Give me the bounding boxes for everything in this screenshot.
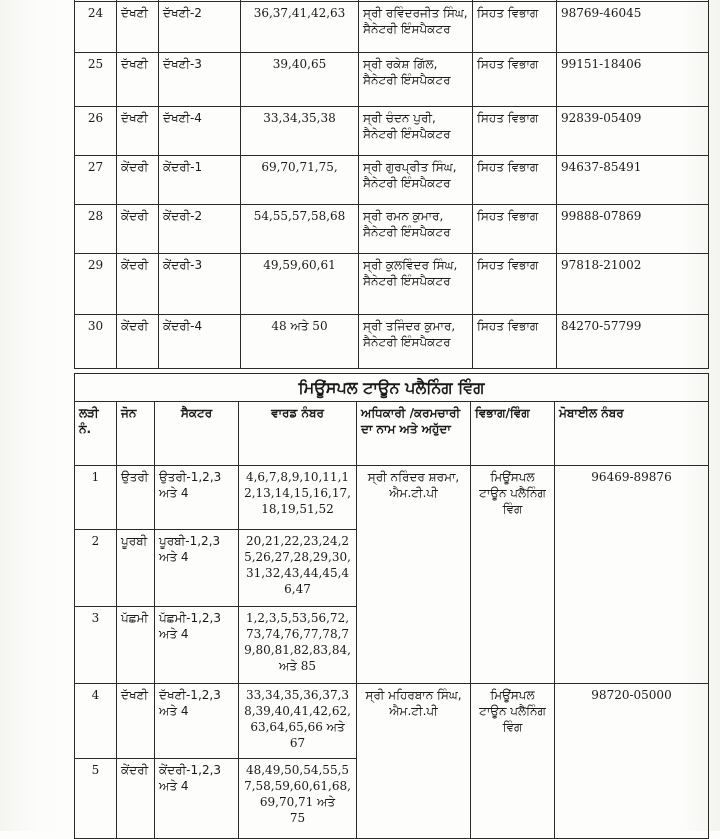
sector-cell: ਦੱਖਣੀ-3 xyxy=(159,53,241,107)
table-row xyxy=(75,205,709,254)
zone-cell: ਦੱਖਣੀ xyxy=(117,53,159,107)
officer-cell: ਸ੍ਰੀ ਤਜਿੰਦਰ ਕੁਮਾਰ, ਸੈਨੇਟਰੀ ਇੰਸਪੈਕਟਰ xyxy=(359,315,473,369)
mobile-cell: 99151-18406 xyxy=(557,53,709,107)
section-title-row xyxy=(75,374,709,402)
department-cell: ਸਿਹਤ ਵਿਭਾਗ xyxy=(473,205,557,254)
officer-cell: ਸ੍ਰੀ ਰਮਨ ਕੁਮਾਰ, ਸੈਨੇਟਰੀ ਇੰਸਪੈਕਟਰ xyxy=(359,205,473,254)
sector-cell: ਕੇਂਦਰੀ-4 xyxy=(159,315,241,369)
col-header-mobile: ਮੋਬਾਈਲ ਨੰਬਰ xyxy=(555,402,709,466)
department-cell: ਸਿਹਤ ਵਿਭਾਗ xyxy=(473,107,557,156)
serial-cell: 5 xyxy=(75,759,117,839)
table-row xyxy=(75,53,709,107)
department-cell: ਸਿਹਤ ਵਿਭਾਗ xyxy=(473,156,557,205)
zone-cell: ਕੇਂਦਰੀ xyxy=(117,205,159,254)
col-header-sector: ਸੈਕਟਰ xyxy=(155,402,239,466)
department-cell: ਮਿਊਂਸਪਲ ਟਾਊਨ ਪਲੈਨਿੰਗ ਵਿੰਗ xyxy=(471,684,555,839)
zone-cell: ਉਤਰੀ xyxy=(117,466,155,530)
serial-cell: 4 xyxy=(75,684,117,759)
sector-cell: ਕੇਂਦਰੀ-3 xyxy=(159,254,241,315)
zone-cell: ਦੱਖਣੀ xyxy=(117,684,155,759)
serial-cell: 27 xyxy=(75,156,117,205)
sector-cell: ਦੱਖਣੀ-4 xyxy=(159,107,241,156)
mobile-cell: 98769-46045 xyxy=(557,2,709,53)
department-cell: ਸਿਹਤ ਵਿਭਾਗ xyxy=(473,53,557,107)
ward-cell: 20,21,22,23,24,2 5,26,27,28,29,30, 31,32,43,44,45,4 6,47 xyxy=(239,530,357,607)
serial-cell: 3 xyxy=(75,607,117,684)
department-cell: ਸਿਹਤ ਵਿਭਾਗ xyxy=(473,315,557,369)
health-staff-table xyxy=(74,0,709,369)
zone-cell: ਦੱਖਣੀ xyxy=(117,107,159,156)
table-row xyxy=(75,156,709,205)
serial-cell: 24 xyxy=(75,2,117,53)
ward-cell: 48 ਅਤੇ 50 xyxy=(241,315,359,369)
town-planning-table xyxy=(74,373,709,839)
officer-cell: ਸ੍ਰੀ ਰਕੇਸ਼ ਗਿੱਲ, ਸੈਨੇਟਰੀ ਇੰਸਪੈਕਟਰ xyxy=(359,53,473,107)
serial-cell: 30 xyxy=(75,315,117,369)
header-row xyxy=(75,402,709,466)
ward-cell: 39,40,65 xyxy=(241,53,359,107)
col-header-serial: ਲੜੀ ਨੰ. xyxy=(75,402,117,466)
ward-cell: 54,55,57,58,68 xyxy=(241,205,359,254)
section-title: ਮਿਊਂਸਪਲ ਟਾਊਨ ਪਲੈਨਿੰਗ ਵਿੰਗ xyxy=(75,374,709,402)
table-row xyxy=(75,466,709,530)
officer-cell: ਸ੍ਰੀ ਗੁਰਪ੍ਰੀਤ ਸਿੰਘ, ਸੈਨੇਟਰੀ ਇੰਸਪੈਕਟਰ xyxy=(359,156,473,205)
serial-cell: 25 xyxy=(75,53,117,107)
serial-cell: 26 xyxy=(75,107,117,156)
sector-cell: ਦੱਖਣੀ-2 xyxy=(159,2,241,53)
mobile-cell: 92839-05409 xyxy=(557,107,709,156)
zone-cell: ਪੂਰਬੀ xyxy=(117,530,155,607)
officer-cell: ਸ੍ਰੀ ਚੰਦਨ ਪੁਰੀ, ਸੈਨੇਟਰੀ ਇੰਸਪੈਕਟਰ xyxy=(359,107,473,156)
mobile-cell: 99888-07869 xyxy=(557,205,709,254)
officer-cell: ਸ੍ਰੀ ਕੁਲਵਿੰਦਰ ਸਿੰਘ, ਸੈਨੇਟਰੀ ਇੰਸਪੈਕਟਰ xyxy=(359,254,473,315)
mobile-cell: 94637-85491 xyxy=(557,156,709,205)
sector-cell: ਕੇਂਦਰੀ-1 xyxy=(159,156,241,205)
serial-cell: 2 xyxy=(75,530,117,607)
col-header-zone: ਜੋਨ xyxy=(117,402,155,466)
department-cell: ਸਿਹਤ ਵਿਭਾਗ xyxy=(473,254,557,315)
sector-cell: ਕੇਂਦਰੀ-2 xyxy=(159,205,241,254)
col-header-dept: ਵਿਭਾਗ/ਵਿੰਗ xyxy=(471,402,555,466)
serial-cell: 28 xyxy=(75,205,117,254)
zone-cell: ਕੇਂਦਰੀ xyxy=(117,254,159,315)
zone-cell: ਕੇਂਦਰੀ xyxy=(117,759,155,839)
zone-cell: ਕੇਂਦਰੀ xyxy=(117,156,159,205)
sector-cell: ਪੂਰਬੀ-1,2,3 ਅਤੇ 4 xyxy=(155,530,239,607)
table-row xyxy=(75,107,709,156)
officer-cell: ਸ੍ਰੀ ਨਰਿੰਦਰ ਸ਼ਰਮਾ, ਐਮ.ਟੀ.ਪੀ xyxy=(357,466,471,684)
table-row xyxy=(75,315,709,369)
col-header-wards: ਵਾਰਡ ਨੰਬਰ xyxy=(239,402,357,466)
zone-cell: ਪੱਛਮੀ xyxy=(117,607,155,684)
ward-cell: 33,34,35,36,37,3 8,39,40,41,42,62, 63,64,65,66 ਅਤੇ 67 xyxy=(239,684,357,759)
ward-cell: 4,6,7,8,9,10,11,1 2,13,14,15,16,17, 18,19,51,52 xyxy=(239,466,357,530)
ward-cell: 49,59,60,61 xyxy=(241,254,359,315)
table-row xyxy=(75,684,709,759)
mobile-cell: 98720-05000 xyxy=(555,684,709,839)
ward-cell: 33,34,35,38 xyxy=(241,107,359,156)
ward-cell: 36,37,41,42,63 xyxy=(241,2,359,53)
officer-cell: ਸ੍ਰੀ ਮਹਿਰਬਾਨ ਸਿੰਘ, ਐਮ.ਟੀ.ਪੀ xyxy=(357,684,471,839)
mobile-cell: 84270-57799 xyxy=(557,315,709,369)
col-header-officer: ਅਧਿਕਾਰੀ /ਕਰਮਚਾਰੀ ਦਾ ਨਾਮ ਅਤੇ ਅਹੁੱਦਾ xyxy=(357,402,471,466)
mobile-cell: 97818-21002 xyxy=(557,254,709,315)
zone-cell: ਕੇਂਦਰੀ xyxy=(117,315,159,369)
table-row xyxy=(75,2,709,53)
serial-cell: 1 xyxy=(75,466,117,530)
zone-cell: ਦੱਖਣੀ xyxy=(117,2,159,53)
officer-cell: ਸ੍ਰੀ ਰਵਿੰਦਰਜੀਤ ਸਿੰਘ, ਸੈਨੇਟਰੀ ਇੰਸਪੈਕਟਰ xyxy=(359,2,473,53)
table-row xyxy=(75,254,709,315)
sector-cell: ਪੱਛਮੀ-1,2,3 ਅਤੇ 4 xyxy=(155,607,239,684)
department-cell: ਸਿਹਤ ਵਿਭਾਗ xyxy=(473,2,557,53)
sector-cell: ਦੱਖਣੀ-1,2,3 ਅਤੇ 4 xyxy=(155,684,239,759)
sector-cell: ਕੇਂਦਰੀ-1,2,3 ਅਤੇ 4 xyxy=(155,759,239,839)
ward-cell: 48,49,50,54,55,5 7,58,59,60,61,68, 69,70,71 ਅਤੇ 75 xyxy=(239,759,357,839)
mobile-cell: 96469-89876 xyxy=(555,466,709,684)
sector-cell: ਉਤਰੀ-1,2,3 ਅਤੇ 4 xyxy=(155,466,239,530)
ward-cell: 1,2,3,5,53,56,72, 73,74,76,77,78,7 9,80,81,82,83,84, ਅਤੇ 85 xyxy=(239,607,357,684)
serial-cell: 29 xyxy=(75,254,117,315)
ward-cell: 69,70,71,75, xyxy=(241,156,359,205)
department-cell: ਮਿਊਂਸਪਲ ਟਾਊਨ ਪਲੈਨਿੰਗ ਵਿੰਗ xyxy=(471,466,555,684)
